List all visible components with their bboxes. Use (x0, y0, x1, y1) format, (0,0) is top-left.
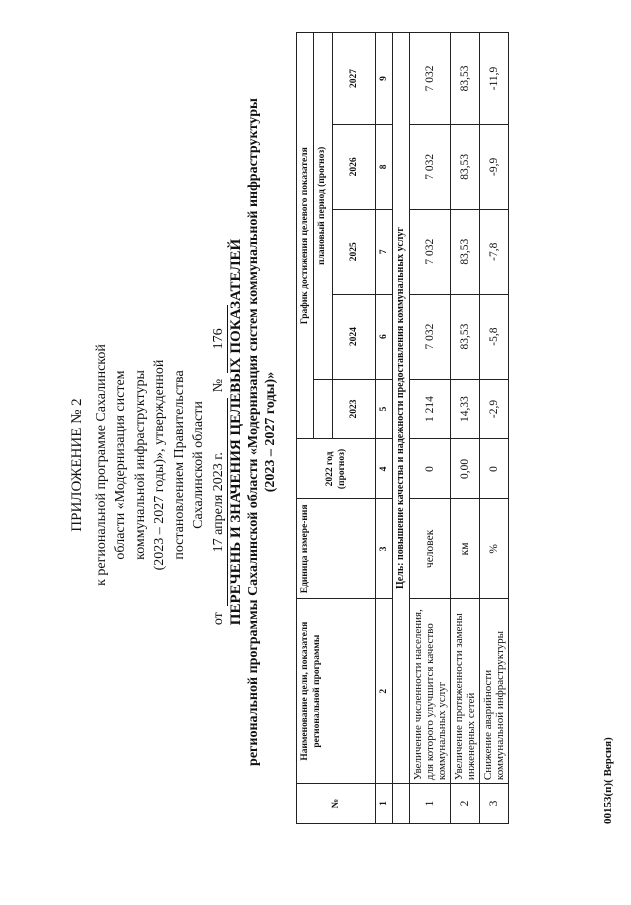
year-value: 83,53 (451, 33, 480, 125)
column-number: 9 (376, 33, 393, 125)
header-year: 2027 (333, 33, 376, 125)
row-number: 3 (480, 784, 509, 824)
header-base-year: 2022 год (прогноз) (297, 439, 376, 499)
row-number: 1 (410, 784, 451, 824)
year-value: -2,9 (480, 379, 509, 439)
indicators-table (296, 32, 509, 824)
document-title (228, 27, 279, 837)
appendix-line: области «Модернизация систем (113, 370, 128, 560)
column-number: 4 (376, 439, 393, 499)
table-row (451, 33, 480, 824)
title-line-2: региональной программы Сахалинской области «Модернизация систем коммунальной инфраструктуры (246, 98, 261, 766)
header-row-1 (297, 33, 314, 824)
year-value: 7 032 (410, 33, 451, 125)
table-row (480, 33, 509, 824)
indicator-name: Увеличение численности населения, для которого улучшится качество коммунальных услуг (410, 599, 451, 784)
year-value: -11,9 (480, 33, 509, 125)
indicator-unit: человек (410, 499, 451, 599)
header-schedule: График достижения целевого показателя (297, 33, 314, 439)
year-value: 7 032 (410, 124, 451, 209)
year-value: 83,53 (451, 209, 480, 294)
row-number: 2 (451, 784, 480, 824)
goal-text: Цель: повышение качества и надежности предоставления коммунальных услуг (393, 33, 410, 784)
year-value: 83,53 (451, 294, 480, 379)
title-line-1: ПЕРЕЧЕНЬ И ЗНАЧЕНИЯ ЦЕЛЕВЫХ ПОКАЗАТЕЛЕЙ (228, 238, 244, 626)
header-planned: плановый период (прогноз) (314, 33, 333, 380)
header-year: 2026 (333, 124, 376, 209)
header-spacer (314, 379, 333, 439)
appendix-title: ПРИЛОЖЕНИЕ № 2 (69, 398, 85, 532)
goal-spacer (393, 784, 410, 824)
header-year: 2023 (333, 379, 376, 439)
table-row (410, 33, 451, 824)
header-no: № (297, 784, 376, 824)
indicator-name: Снижение аварийности коммунальной инфраструктуры (480, 599, 509, 784)
header-name: Наименование цели, показателя региональной программы (297, 599, 376, 784)
appendix-line: постановлением Правительства (171, 370, 187, 560)
column-number: 5 (376, 379, 393, 439)
header-year: 2024 (333, 294, 376, 379)
base-value: 0 (480, 439, 509, 499)
year-value: 7 032 (410, 209, 451, 294)
appendix-block (68, 230, 228, 700)
document-footer: 00153(п)( Версия) (602, 737, 614, 824)
appendix-line: к региональной программе Сахалинской (93, 344, 109, 586)
approval-details (209, 230, 229, 700)
column-number-row (376, 33, 393, 824)
column-number: 8 (376, 124, 393, 209)
year-value: 83,53 (451, 124, 480, 209)
approval-number: 176 (211, 305, 228, 373)
column-number: 7 (376, 209, 393, 294)
appendix-line: коммунальной инфраструктуры (132, 370, 148, 560)
year-value: 7 032 (410, 294, 451, 379)
column-number: 3 (376, 499, 393, 599)
year-value: 1 214 (410, 379, 451, 439)
indicator-name: Увеличение протяженности замены инженерных сетей (451, 599, 480, 784)
appendix-line: Сахалинской области (191, 401, 206, 529)
column-number: 1 (376, 784, 393, 824)
year-value: -5,8 (480, 294, 509, 379)
year-value: -9,9 (480, 124, 509, 209)
number-label: № (210, 378, 226, 393)
title-line-3: (2023 – 2027 годы)» (263, 371, 278, 493)
goal-row (393, 33, 410, 824)
year-value: 14,33 (451, 379, 480, 439)
indicator-unit: км (451, 499, 480, 599)
from-label: от (210, 612, 226, 626)
base-value: 0 (410, 439, 451, 499)
header-year: 2025 (333, 209, 376, 294)
base-value: 0,00 (451, 439, 480, 499)
year-value: -7,8 (480, 209, 509, 294)
column-number: 2 (376, 599, 393, 784)
approval-date: 17 апреля 2023 г. (211, 398, 228, 606)
header-unit: Единица измере-ния (297, 499, 376, 599)
indicator-unit: % (480, 499, 509, 599)
column-number: 6 (376, 294, 393, 379)
appendix-line: (2023 – 2027 годы)», утвержденной (152, 359, 167, 571)
